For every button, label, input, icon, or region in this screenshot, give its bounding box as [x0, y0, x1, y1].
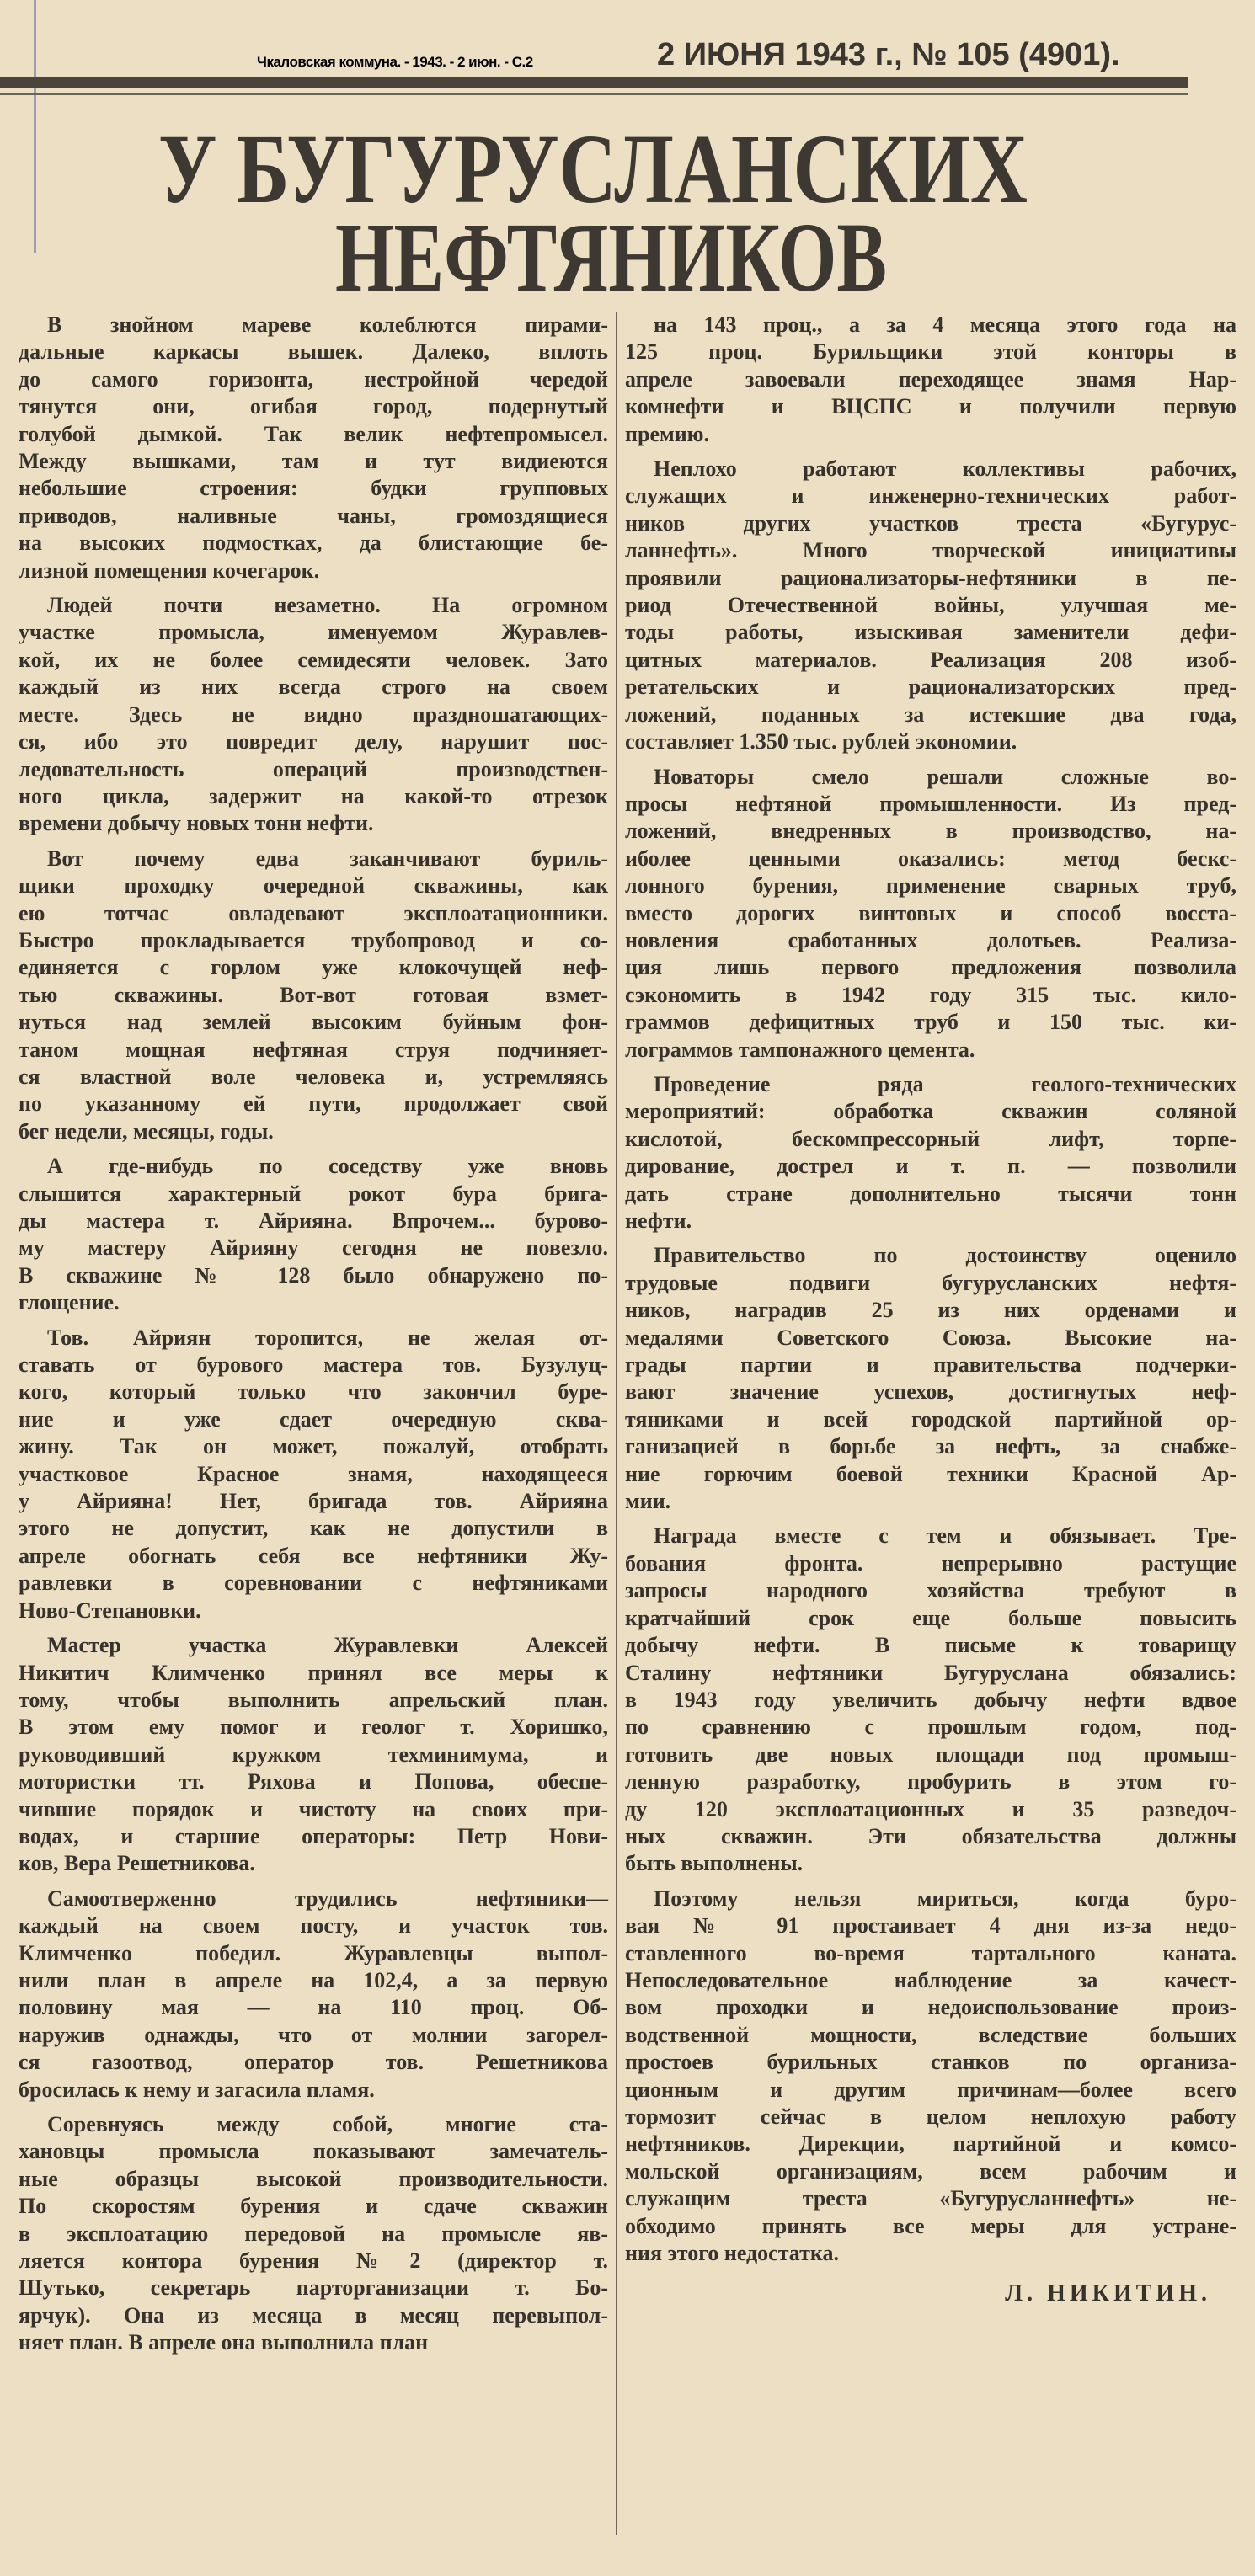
text-line: иболее ценными оказались: метод бескс-	[625, 845, 1236, 871]
text-line: В этом ему помог и геолог т. Хоришко,	[19, 1715, 608, 1740]
text-line: ретательских и рационализаторских пред-	[625, 675, 1236, 700]
text-line: ляется контора бурения №2 (директор т.	[19, 2248, 608, 2274]
text-line: дальные каркасы вышек. Далеко, вплоть	[19, 339, 608, 365]
text-line: мии.	[625, 1489, 671, 1514]
article-paragraph	[625, 1523, 1236, 1877]
text-line: по указанному ей пути, продолжает свой	[19, 1091, 608, 1117]
text-line: тянутся они, огибая город, подернутый	[19, 394, 608, 419]
headline-line-2: НЕФТЯНИКОВ	[335, 202, 887, 307]
text-line: ные образцы высокой производительности.	[19, 2166, 608, 2191]
text-line: времени добычу новых тонн нефти.	[19, 811, 374, 836]
text-line: приводов, наливные чаны, громоздящиеся	[19, 503, 608, 528]
text-line: дирование, дострел и т. п. — позволили	[625, 1154, 1236, 1179]
text-line: Неплохо работают коллективы рабочих,	[654, 456, 1236, 482]
text-line: участке промысла, именуемом Журавлев-	[19, 620, 608, 645]
text-line: нефти.	[625, 1208, 692, 1233]
text-line: ния этого недостатка.	[625, 2241, 839, 2266]
text-line: дать стране дополнительно тысячи тонн	[625, 1181, 1236, 1206]
text-line: бования фронта. непрерывно растущие	[625, 1550, 1236, 1576]
text-line: апреле завоевали переходящее знамя Нар-	[625, 366, 1236, 392]
text-line: кратчайший срок еще больше повысить	[625, 1605, 1236, 1630]
text-line: Климченко победил. Журавлевцы выпол-	[19, 1940, 608, 1965]
text-line: ду 120 эксплоатационных и 35 разведоч-	[625, 1796, 1236, 1821]
text-line: ярчук). Она из месяца в месяц перевыпол-	[19, 2302, 608, 2328]
text-line: небольшие строения: будки групповых	[19, 476, 608, 501]
text-line: кого, который только что закончил буре-	[19, 1379, 608, 1405]
author-signature: Л. НИКИТИН.	[1005, 2280, 1211, 2307]
text-line: ция лишь первого предложения позволила	[625, 955, 1236, 980]
text-line: премию.	[625, 421, 710, 446]
text-line: нефтяников. Дирекции, партийной и комсо-	[625, 2131, 1236, 2157]
text-line: бросилась к нему и загасила пламя.	[19, 2077, 375, 2102]
text-line: чившие порядок и чистоту на своих при-	[19, 1796, 608, 1821]
text-line: каждый из них всегда строго на своем	[19, 675, 608, 700]
text-line: вают значение успехов, достигнутых неф-	[625, 1379, 1236, 1405]
text-line: участковое Красное знамя, находящееся	[19, 1461, 608, 1486]
article-paragraph	[625, 1242, 1236, 1515]
article-paragraph	[625, 1885, 1236, 2268]
text-line: составляет 1.350 тыс. рублей экономии.	[625, 729, 1017, 755]
text-line: Самоотверженно трудились нефтяники—	[47, 1885, 608, 1911]
text-line: граммов дефицитных труб и 150 тыс. ки-	[625, 1010, 1236, 1035]
text-line: тому, чтобы выполнить апрельский план.	[19, 1687, 608, 1712]
text-line: мольской организациям, всем рабочим и	[625, 2158, 1236, 2184]
text-line: ставать от бурового мастера тов. Бузулуц-	[19, 1352, 608, 1378]
text-line: няет план. В апреле она выполнила план	[19, 2330, 429, 2355]
article-paragraph	[625, 312, 1236, 448]
text-line: ложений, поданных за истекшие два года,	[625, 701, 1236, 727]
text-line: лизной помещения кочегарок.	[19, 557, 320, 583]
text-line: Поэтому нельзя мириться, когда буро-	[654, 1885, 1236, 1911]
text-line: Шутько, секретарь парторганизации т. Бо-	[19, 2275, 608, 2301]
article-paragraph	[19, 592, 608, 838]
text-line: каждый на своем посту, и участок тов.	[19, 1913, 608, 1939]
text-line: Награда вместе с тем и обязывает. Тре-	[654, 1523, 1236, 1549]
text-line: до самого горизонта, нестройной чередой	[19, 366, 608, 392]
text-line: водственной мощности, вследствие больших	[625, 2022, 1236, 2047]
text-line: Мастер участка Журавлевки Алексей	[47, 1633, 608, 1658]
text-line: руководивший кружком техминимума, и	[19, 1741, 608, 1767]
text-line: апреле обогнать себя все нефтяники Жу-	[19, 1543, 608, 1568]
text-line: хановцы промысла показывают замечатель-	[19, 2139, 608, 2164]
text-line: тоды работы, изыскивая заменители дефи-	[625, 620, 1236, 645]
text-line: мероприятий: обработка скважин соляной	[625, 1099, 1236, 1124]
article-paragraph	[19, 1632, 608, 1878]
headline	[0, 118, 1255, 307]
text-line: В скважине № 128 было обнаружено по-	[19, 1262, 608, 1288]
text-line: ционным и другим причинам—более всего	[625, 2077, 1236, 2102]
text-line: ганизацией в борьбе за нефть, за снабже-	[625, 1434, 1236, 1459]
text-line: тормозит сейчас в целом неплохую работу	[625, 2104, 1236, 2129]
text-line: водах, и старшие операторы: Петр Нови-	[19, 1823, 608, 1848]
text-line: комнефти и ВЦСПС и получили первую	[625, 394, 1236, 419]
text-line: на высоких подмостках, да блистающие бе-	[19, 531, 608, 556]
text-line: половину мая — на 110 проц. Об-	[19, 1995, 608, 2020]
text-line: простоев бурильных станков по организа-	[625, 2050, 1236, 2075]
text-line: ледовательность операций производствен-	[19, 756, 608, 781]
header-rule-thin	[0, 93, 1188, 95]
source-caption: Чкаловская коммуна. - 1943. - 2 июн. - С.2	[257, 54, 533, 70]
text-line: ею тотчас овладевают эксплоатационники.	[19, 900, 608, 925]
text-line: Сталину нефтяники Бугуруслана обязались:	[625, 1660, 1236, 1685]
text-line: му мастеру Айрияну сегодня не повезло.	[19, 1235, 608, 1261]
text-line: кислотой, бескомпрессорный лифт, торпе-	[625, 1126, 1236, 1151]
article-paragraph	[19, 2111, 608, 2357]
text-line: по сравнению с прошлым годом, под-	[625, 1715, 1236, 1740]
text-line: на 143 проц., а за 4 месяца этого года на	[654, 312, 1236, 337]
text-line: голубой дымкой. Так велик нефтепромысел.	[19, 421, 608, 446]
text-line: нили план в апреле на 102,4, а за первую	[19, 1967, 608, 1992]
text-line: просы нефтяной промышленности. Из пред-	[625, 791, 1236, 816]
text-line: ся газоотвод, оператор тов. Решетникова	[19, 2050, 608, 2075]
article-paragraph	[625, 1071, 1236, 1235]
headline-line-1: У БУГУРУСЛАНСКИХ	[158, 118, 1028, 224]
text-line: Людей почти незаметно. На огромном	[47, 593, 608, 618]
text-line: кой, их не более семидесяти человек. Зато	[19, 647, 608, 672]
article-paragraph	[625, 456, 1236, 755]
text-line: Проведение ряда геолого-технических	[654, 1071, 1236, 1096]
text-line: нуться над землей высоким буйным фон-	[19, 1010, 608, 1035]
text-line: грады партии и правительства подчерки-	[625, 1352, 1236, 1378]
header-rule	[0, 77, 1188, 88]
text-line: Новаторы смело решали сложные во-	[654, 764, 1236, 789]
text-line: Никитич Климченко принял все меры к	[19, 1660, 608, 1685]
text-line: ние горючим боевой техники Красной Ар-	[625, 1461, 1236, 1486]
text-line: жину. Так он может, пожалуй, отобрать	[19, 1434, 608, 1459]
article-paragraph	[19, 1885, 608, 2104]
text-line: этого не допустит, как не допустили в	[19, 1516, 608, 1541]
text-line: ние и уже сдает очередную сква-	[19, 1406, 608, 1432]
text-line: глощение.	[19, 1290, 120, 1315]
text-line: служащим треста «Бугурусланнефть» не-	[625, 2186, 1236, 2211]
text-line: таном мощная нефтяная струя подчиняет-	[19, 1037, 608, 1062]
article-paragraph	[19, 1325, 608, 1624]
text-line: в эксплоатацию передовой на промысле яв-	[19, 2221, 608, 2246]
text-line: проявили рационализаторы-нефтяники в пе-	[625, 565, 1236, 590]
text-line: бег недели, месяцы, годы.	[19, 1118, 274, 1144]
article-paragraph	[19, 1153, 608, 1316]
article-paragraph	[19, 845, 608, 1145]
text-line: ников, наградив 25 из них орденами и	[625, 1298, 1236, 1323]
text-line: запросы народного хозяйства требуют в	[625, 1578, 1236, 1603]
column-divider	[616, 312, 617, 2535]
article-paragraph	[19, 312, 608, 584]
text-line: обходимо принять все меры для устране-	[625, 2213, 1236, 2238]
text-line: ков, Вера Решетникова.	[19, 1851, 255, 1876]
article-column-left	[19, 312, 608, 2365]
text-line: щики проходку очередной скважины, как	[19, 873, 608, 899]
text-line: месте. Здесь не видно праздношатающих-	[19, 701, 608, 727]
text-line: Непоследовательное наблюдение за качест-	[625, 1967, 1236, 1992]
text-line: добычу нефти. В письме к товарищу	[625, 1633, 1236, 1658]
article-paragraph	[625, 764, 1236, 1064]
text-line: наружив однажды, что от молнии загорел-	[19, 2022, 608, 2047]
text-line: вом проходки и недоиспользование произ-	[625, 1995, 1236, 2020]
text-line: Вот почему едва заканчивают буриль-	[47, 845, 608, 871]
text-line: Тов. Айриян торопится, не желая от-	[47, 1325, 608, 1350]
text-line: ся, ибо это повредит делу, нарушит пос-	[19, 729, 608, 755]
text-line: тяниками и всей городской партийной ор-	[625, 1406, 1236, 1432]
text-line: Ново-Степановки.	[19, 1597, 201, 1623]
text-line: ленную разработку, пробурить в этом го-	[625, 1769, 1236, 1795]
text-line: равлевки в соревновании с нефтяниками	[19, 1571, 608, 1596]
text-line: В знойном мареве колеблются пирами-	[47, 312, 608, 337]
text-line: ся властной воле человека и, устремляясь	[19, 1064, 608, 1089]
text-line: цитных материалов. Реализация 208 изоб-	[625, 647, 1236, 672]
text-line: у Айрияна! Нет, бригада тов. Айрияна	[19, 1489, 608, 1514]
text-line: 125 проц. Бурильщики этой конторы в	[625, 339, 1236, 365]
text-line: ных скважин. Эти обязательства должны	[625, 1823, 1236, 1848]
text-line: По скоростям бурения и сдаче скважин	[19, 2194, 608, 2219]
text-line: вместо дорогих винтовых и способ восста-	[625, 900, 1236, 925]
text-line: мотористки тт. Ряхова и Попова, обеспе-	[19, 1769, 608, 1795]
text-line: лограммов тампонажного цемента.	[625, 1037, 975, 1062]
text-line: сэкономить в 1942 году 315 тыс. кило-	[625, 982, 1236, 1007]
text-line: ланнефть». Много творческой инициативы	[625, 538, 1236, 563]
text-line: риод Отечественной войны, улучшая ме-	[625, 593, 1236, 618]
text-line: Между вышками, там и тут видиеются	[19, 449, 608, 474]
text-line: вая № 91 простаивает 4 дня из-за недо-	[625, 1913, 1236, 1939]
text-line: быть выполнены.	[625, 1851, 804, 1876]
text-line: ложений, внедренных в производство, на-	[625, 819, 1236, 844]
article-column-right	[625, 312, 1236, 2307]
text-line: Соревнуясь между собой, многие ста-	[47, 2112, 608, 2136]
text-line: лонного бурения, применение сварных труб,	[625, 873, 1236, 899]
text-line: в 1943 году увеличить добычу нефти вдвое	[625, 1687, 1236, 1712]
text-line: Правительство по достоинству оценило	[654, 1243, 1236, 1268]
text-line: новления сработанных долотьев. Реализа-	[625, 927, 1236, 952]
text-line: трудовые подвиги бугурусланских нефтя-	[625, 1270, 1236, 1295]
text-line: ставленного во-время тартального каната.	[625, 1940, 1236, 1965]
text-line: ников других участков треста «Бугурус-	[625, 510, 1236, 536]
text-line: готовить две новых площади под промыш-	[625, 1741, 1236, 1767]
text-line: служащих и инженерно-технических работ-	[625, 483, 1236, 509]
issue-dateline: 2 ИЮНЯ 1943 г., № 105 (4901).	[657, 37, 1120, 72]
text-line: ды мастера т. Айрияна. Впрочем... бурово-	[19, 1208, 608, 1233]
text-line: медалями Советского Союза. Высокие на-	[625, 1325, 1236, 1350]
text-line: ного цикла, задержит на какой-то отрезок	[19, 783, 608, 808]
text-line: А где-нибудь по соседству уже вновь	[47, 1154, 608, 1179]
text-line: единяется с горлом уже клокочущей неф-	[19, 955, 608, 980]
text-line: слышится характерный рокот бура брига-	[19, 1181, 608, 1206]
text-line: тью скважины. Вот-вот готовая взмет-	[19, 982, 608, 1007]
text-line: Быстро прокладывается трубопровод и со-	[19, 927, 608, 952]
